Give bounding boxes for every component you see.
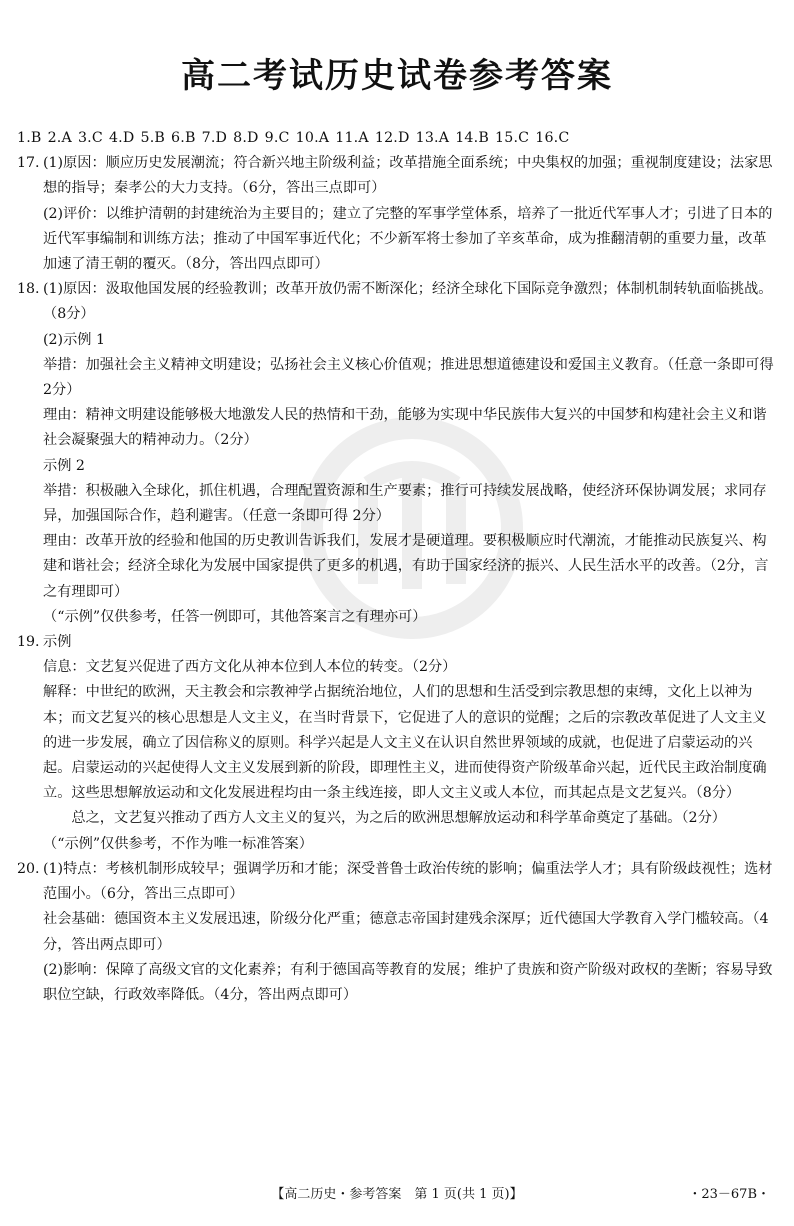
answer-paragraph: 理由：改革开放的经验和他国的历史教训告诉我们，发展才是硬道理。要积极顺应时代潮流，才能推动民族复兴、构建和谐社会；经济全球化为发展中国家提供了更多的机遇，有助于国家经济的振兴、人民生活水平的改善。（2分，言之有理即可） (43, 533, 769, 600)
mc-answer: 14.B (455, 130, 489, 146)
footer-page-info: 【高二历史・参考答案 第 1 页(共 1 页)】 (271, 1187, 523, 1202)
multiple-choice-answers (17, 126, 777, 151)
mc-answer: 3.C (77, 130, 103, 146)
answer-note: （“示例”仅供参考，任答一例即可，其他答案言之有理亦可） (43, 608, 427, 625)
mc-answer: 6.B (171, 130, 196, 146)
mc-answer: 8.D (233, 130, 259, 146)
answer-paragraph: 示例 2 (43, 457, 85, 474)
question-20 (17, 857, 777, 1008)
answer-paragraph: 理由：精神文明建设能够极大地激发人民的热情和干劲，能够为实现中华民族伟大复兴的中国梦和构建社会主义和谐社会凝聚强大的精神动力。（2分） (43, 407, 767, 449)
mc-answer: 9.C (264, 130, 290, 146)
mc-answer: 7.D (201, 130, 228, 146)
mc-answer: 13.A (415, 130, 450, 146)
answer-paragraph: (1)原因：顺应历史发展潮流；符合新兴地主阶级利益；改革措施全面系统；中央集权的加强；重视制度建设；法家思想的指导；秦孝公的大力支持。（6分，答出三点即可） (43, 155, 773, 197)
mc-answer: 5.B (140, 130, 166, 146)
mc-answer: 2.A (47, 130, 72, 146)
answer-paragraph: 举措：加强社会主义精神文明建设；弘扬社会主义核心价值观；推进思想道德建设和爱国主义教育。（任意一条即可得 2分） (43, 356, 774, 399)
answer-paragraph: 社会基础：德国资本主义发展迅速，阶级分化严重；德意志帝国封建残余深厚；近代德国大学教育入学门槛较高。（4分，答出两点即可） (43, 911, 769, 953)
page-title: 高二考试历史试卷参考答案 (181, 56, 613, 96)
answer-paragraph: 总之，文艺复兴推动了西方人文主义的复兴，为之后的欧洲思想解放运动和科学革命奠定了基础。（2分） (71, 810, 726, 827)
answer-note: （“示例”仅供参考，不作为唯一标准答案） (43, 835, 313, 852)
answer-paragraph: 示例 (43, 634, 72, 651)
mc-answer: 15.C (495, 130, 530, 146)
mc-answer: 11.A (335, 130, 369, 146)
answer-paragraph: 解释：中世纪的欧洲，天主教会和宗教神学占据统治地位，人们的思想和生活受到宗教思想的束缚，文化上以神为本；而文艺复兴的核心思想是人文主义，在当时背景下，它促进了人的意识的觉醒；之后的宗教改革促进了人文主义的进一步发展，确立了因信称义的原则。科学兴起是人文主义在认识自然世界领域的成就，也促进了启蒙运动的兴起。启蒙运动的兴起使得人文主义发展到新的阶段，即理性主义，进而使得资产阶级革命兴起，近代民主政治制度确立。这些思想解放运动和文化发展进程均由一条主线连接，即人文主义或人本位，而其起点是文艺复兴。（8分） (43, 684, 767, 802)
answer-paragraph: (1)原因：汲取他国发展的经验教训；改革开放仍需不断深化；经济全球化下国际竞争激烈；体制机制转轨面临挑战。（8分） (43, 281, 773, 323)
mc-answer: 1.B (17, 130, 42, 146)
answer-paragraph: (2)评价：以维护清朝的封建统治为主要目的；建立了完整的军事学堂体系，培养了一批近代军事人才；引进了日本的近代军事编制和训练方法；推动了中国军事近代化；不少新军将士参加了辛亥革命，成为推翻清朝的重要力量，改革加速了清王朝的覆灭。（8分，答出四点即可） (43, 205, 773, 273)
question-19 (17, 630, 777, 857)
mc-answer: 4.D (108, 130, 135, 146)
footer-code: ・23－67B・ (688, 1187, 770, 1202)
mc-answer: 16.C (535, 130, 570, 146)
page-footer (0, 1183, 794, 1207)
answer-paragraph: (2)示例 1 (43, 331, 106, 348)
question-number: 17. (17, 155, 40, 172)
mc-answer: 12.D (374, 130, 410, 146)
answer-paragraph: (2)影响：保障了高级文官的文化素养；有利于德国高等教育的发展；维护了贵族和资产阶级对政权的垄断；容易导致职位空缺，行政效率降低。（4分，答出两点即可） (43, 961, 773, 1003)
answer-paragraph: (1)特点：考核机制形成较早；强调学历和才能；深受普鲁士政治传统的影响；偏重法学人才；具有阶级歧视性；选材范围小。（6分，答出三点即可） (43, 860, 773, 903)
question-17 (17, 151, 777, 277)
answer-paragraph: 信息：文艺复兴促进了西方文化从神本位到人本位的转变。（2分） (43, 659, 457, 676)
question-number: 18. (17, 281, 40, 298)
question-18 (17, 277, 777, 630)
answer-paragraph: 举措：积极融入全球化，抓住机遇，合理配置资源和生产要素；推行可持续发展战略，使经济环保协调发展；求同存异，加强国际合作，趋利避害。（任意一条即可得 2分） (43, 482, 767, 525)
mc-answer: 10.A (295, 130, 330, 146)
question-number: 20. (17, 860, 40, 877)
answer-content (17, 126, 777, 1008)
question-number: 19. (17, 634, 40, 651)
